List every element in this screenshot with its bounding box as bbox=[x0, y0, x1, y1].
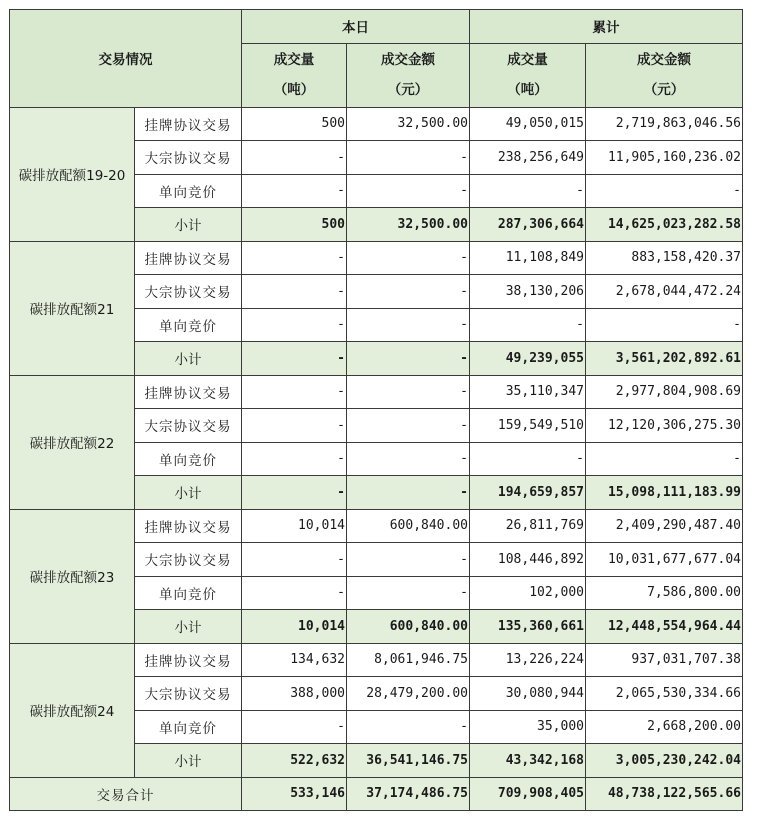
cumulative-volume-cell: 108,446,892 bbox=[470, 543, 586, 577]
trade-type-label: 单向竞价 bbox=[135, 174, 242, 208]
cumulative-amount-cell: 2,668,200.00 bbox=[586, 710, 743, 744]
trade-type-label: 挂牌协议交易 bbox=[135, 241, 242, 275]
subtotal-cumulative-amount: 14,625,023,282.58 bbox=[586, 208, 743, 242]
cumulative-volume-cell: 49,050,015 bbox=[470, 107, 586, 141]
header-unit-ton: （吨） bbox=[273, 82, 315, 98]
subtotal-cumulative-volume: 135,360,661 bbox=[470, 610, 586, 644]
header-today-amount bbox=[347, 43, 470, 107]
header-cumulative-volume bbox=[470, 43, 586, 107]
today-volume-cell: - bbox=[242, 241, 347, 275]
today-volume-cell: - bbox=[242, 543, 347, 577]
quota-group-label: 碳排放配额22 bbox=[10, 375, 135, 509]
today-amount-cell: - bbox=[347, 375, 470, 409]
trade-type-label: 大宗协议交易 bbox=[135, 543, 242, 577]
header-today: 本日 bbox=[242, 10, 470, 44]
header-unit-ton: （吨） bbox=[507, 82, 548, 98]
subtotal-cumulative-amount: 15,098,111,183.99 bbox=[586, 476, 743, 510]
table-row bbox=[10, 241, 743, 275]
subtotal-cumulative-volume: 194,659,857 bbox=[470, 476, 586, 510]
subtotal-label: 小计 bbox=[135, 610, 242, 644]
today-amount-cell: - bbox=[347, 710, 470, 744]
today-volume-cell: - bbox=[242, 308, 347, 342]
quota-group-label: 碳排放配额23 bbox=[10, 509, 135, 643]
subtotal-today-volume: 522,632 bbox=[242, 744, 347, 778]
today-volume-cell: - bbox=[242, 409, 347, 443]
subtotal-cumulative-amount: 3,561,202,892.61 bbox=[586, 342, 743, 376]
today-amount-cell: 600,840.00 bbox=[347, 509, 470, 543]
subtotal-cumulative-amount: 12,448,554,964.44 bbox=[586, 610, 743, 644]
trade-type-label: 单向竞价 bbox=[135, 710, 242, 744]
header-trade-situation: 交易情况 bbox=[10, 10, 242, 108]
cumulative-amount-cell: 12,120,306,275.30 bbox=[586, 409, 743, 443]
today-amount-cell: - bbox=[347, 409, 470, 443]
header-cumulative: 累计 bbox=[470, 10, 743, 44]
header-amount-label: 成交金额 bbox=[637, 52, 691, 68]
cumulative-amount-cell: 2,065,530,334.66 bbox=[586, 677, 743, 711]
trade-type-label: 单向竞价 bbox=[135, 576, 242, 610]
cumulative-volume-cell: 159,549,510 bbox=[470, 409, 586, 443]
cumulative-volume-cell: 26,811,769 bbox=[470, 509, 586, 543]
trade-type-label: 单向竞价 bbox=[135, 308, 242, 342]
today-volume-cell: 10,014 bbox=[242, 509, 347, 543]
subtotal-label: 小计 bbox=[135, 744, 242, 778]
today-volume-cell: - bbox=[242, 375, 347, 409]
trade-type-label: 大宗协议交易 bbox=[135, 677, 242, 711]
today-amount-cell: - bbox=[347, 543, 470, 577]
cumulative-amount-cell: - bbox=[586, 308, 743, 342]
cumulative-amount-cell: - bbox=[586, 442, 743, 476]
header-amount-label: 成交金额 bbox=[381, 52, 435, 68]
total-today-volume: 533,146 bbox=[242, 777, 347, 811]
header-today-volume bbox=[242, 43, 347, 107]
table-row bbox=[10, 375, 743, 409]
cumulative-amount-cell: 7,586,800.00 bbox=[586, 576, 743, 610]
today-volume-cell: 388,000 bbox=[242, 677, 347, 711]
cumulative-amount-cell: 937,031,707.38 bbox=[586, 643, 743, 677]
table-body bbox=[10, 107, 743, 777]
cumulative-amount-cell: 11,905,160,236.02 bbox=[586, 141, 743, 175]
subtotal-today-amount: 36,541,146.75 bbox=[347, 744, 470, 778]
subtotal-today-amount: - bbox=[347, 342, 470, 376]
cumulative-volume-cell: 13,226,224 bbox=[470, 643, 586, 677]
subtotal-cumulative-volume: 287,306,664 bbox=[470, 208, 586, 242]
cumulative-amount-cell: - bbox=[586, 174, 743, 208]
total-today-amount: 37,174,486.75 bbox=[347, 777, 470, 811]
quota-group-label: 碳排放配额19-20 bbox=[10, 107, 135, 241]
trade-type-label: 大宗协议交易 bbox=[135, 141, 242, 175]
table-row bbox=[10, 107, 743, 141]
trade-type-label: 单向竞价 bbox=[135, 442, 242, 476]
trade-type-label: 挂牌协议交易 bbox=[135, 509, 242, 543]
today-volume-cell: - bbox=[242, 442, 347, 476]
today-amount-cell: 32,500.00 bbox=[347, 107, 470, 141]
cumulative-amount-cell: 883,158,420.37 bbox=[586, 241, 743, 275]
trade-type-label: 挂牌协议交易 bbox=[135, 375, 242, 409]
subtotal-cumulative-volume: 49,239,055 bbox=[470, 342, 586, 376]
today-amount-cell: 28,479,200.00 bbox=[347, 677, 470, 711]
cumulative-volume-cell: 35,110,347 bbox=[470, 375, 586, 409]
cumulative-volume-cell: - bbox=[470, 174, 586, 208]
trade-type-label: 挂牌协议交易 bbox=[135, 107, 242, 141]
subtotal-today-volume: - bbox=[242, 476, 347, 510]
today-volume-cell: - bbox=[242, 576, 347, 610]
cumulative-volume-cell: - bbox=[470, 442, 586, 476]
today-amount-cell: - bbox=[347, 442, 470, 476]
today-volume-cell: - bbox=[242, 174, 347, 208]
header-volume-label: 成交量 bbox=[507, 52, 548, 68]
subtotal-cumulative-amount: 3,005,230,242.04 bbox=[586, 744, 743, 778]
cumulative-amount-cell: 2,719,863,046.56 bbox=[586, 107, 743, 141]
today-amount-cell: 8,061,946.75 bbox=[347, 643, 470, 677]
today-amount-cell: - bbox=[347, 275, 470, 309]
quota-group-label: 碳排放配额24 bbox=[10, 643, 135, 777]
today-volume-cell: 134,632 bbox=[242, 643, 347, 677]
total-cumulative-volume: 709,908,405 bbox=[470, 777, 586, 811]
total-label: 交易合计 bbox=[10, 777, 242, 811]
today-amount-cell: - bbox=[347, 576, 470, 610]
subtotal-label: 小计 bbox=[135, 208, 242, 242]
subtotal-cumulative-volume: 43,342,168 bbox=[470, 744, 586, 778]
table-row bbox=[10, 643, 743, 677]
subtotal-label: 小计 bbox=[135, 342, 242, 376]
today-volume-cell: - bbox=[242, 710, 347, 744]
cumulative-volume-cell: 30,080,944 bbox=[470, 677, 586, 711]
subtotal-today-amount: - bbox=[347, 476, 470, 510]
trade-type-label: 大宗协议交易 bbox=[135, 409, 242, 443]
cumulative-amount-cell: 2,977,804,908.69 bbox=[586, 375, 743, 409]
today-volume-cell: 500 bbox=[242, 107, 347, 141]
today-amount-cell: - bbox=[347, 241, 470, 275]
today-volume-cell: - bbox=[242, 141, 347, 175]
cumulative-volume-cell: 35,000 bbox=[470, 710, 586, 744]
header-unit-yuan: （元） bbox=[643, 82, 685, 98]
cumulative-volume-cell: 38,130,206 bbox=[470, 275, 586, 309]
today-amount-cell: - bbox=[347, 174, 470, 208]
subtotal-today-amount: 600,840.00 bbox=[347, 610, 470, 644]
cumulative-volume-cell: - bbox=[470, 308, 586, 342]
header-cumulative-amount bbox=[586, 43, 743, 107]
total-cumulative-amount: 48,738,122,565.66 bbox=[586, 777, 743, 811]
cumulative-volume-cell: 238,256,649 bbox=[470, 141, 586, 175]
cumulative-amount-cell: 2,409,290,487.40 bbox=[586, 509, 743, 543]
quota-group-label: 碳排放配额21 bbox=[10, 241, 135, 375]
cumulative-amount-cell: 2,678,044,472.24 bbox=[586, 275, 743, 309]
subtotal-label: 小计 bbox=[135, 476, 242, 510]
subtotal-today-volume: - bbox=[242, 342, 347, 376]
header-unit-yuan: （元） bbox=[387, 82, 429, 98]
cumulative-volume-cell: 102,000 bbox=[470, 576, 586, 610]
header-volume-label: 成交量 bbox=[273, 52, 315, 68]
cumulative-volume-cell: 11,108,849 bbox=[470, 241, 586, 275]
trade-type-label: 大宗协议交易 bbox=[135, 275, 242, 309]
table-row bbox=[10, 509, 743, 543]
subtotal-today-volume: 10,014 bbox=[242, 610, 347, 644]
trading-summary-table bbox=[9, 9, 743, 811]
total-row bbox=[10, 777, 743, 811]
trade-type-label: 挂牌协议交易 bbox=[135, 643, 242, 677]
today-volume-cell: - bbox=[242, 275, 347, 309]
subtotal-today-volume: 500 bbox=[242, 208, 347, 242]
subtotal-today-amount: 32,500.00 bbox=[347, 208, 470, 242]
today-amount-cell: - bbox=[347, 141, 470, 175]
cumulative-amount-cell: 10,031,677,677.04 bbox=[586, 543, 743, 577]
today-amount-cell: - bbox=[347, 308, 470, 342]
